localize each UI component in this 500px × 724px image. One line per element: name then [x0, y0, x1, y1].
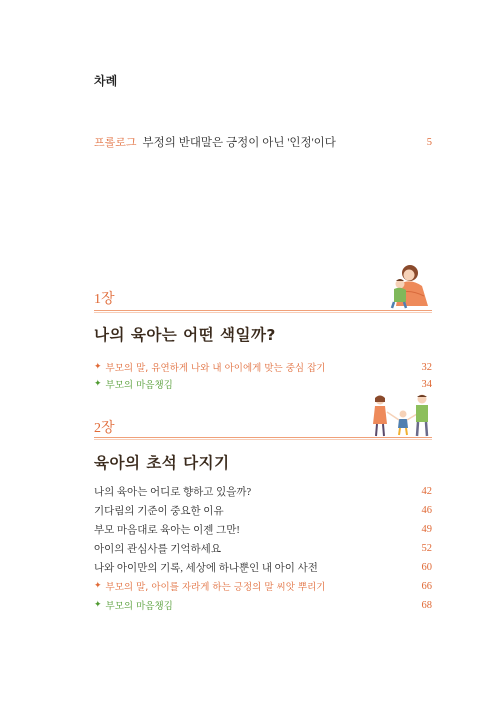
- star-bullet-icon: ✦: [94, 379, 102, 389]
- star-bullet-icon: ✦: [94, 581, 102, 591]
- prologue-entry[interactable]: [94, 133, 432, 151]
- list-item[interactable]: [94, 502, 432, 518]
- list-item[interactable]: [94, 559, 432, 575]
- entry-title: 부모의 말, 아이를 자라게 하는 긍정의 말 씨앗 뿌리기: [105, 582, 326, 593]
- entry-title: 나의 육아는 어디로 향하고 있을까?: [94, 486, 252, 498]
- entry-page: 52: [421, 542, 432, 554]
- entry-page: 42: [421, 485, 432, 497]
- star-bullet-icon: ✦: [94, 362, 102, 372]
- prologue-page: 5: [426, 136, 432, 148]
- prologue-label: 프롤로그: [94, 136, 137, 149]
- entry-page: 66: [421, 580, 432, 592]
- chapter-1-label: 1장: [94, 292, 115, 307]
- entry-title: 아이의 관심사를 기억하세요: [94, 543, 221, 555]
- list-item[interactable]: [94, 359, 432, 375]
- list-item[interactable]: [94, 376, 432, 392]
- chapter-2-title[interactable]: 육아의 초석 다지기: [94, 454, 230, 472]
- entry-page: 34: [421, 378, 432, 390]
- entry-page: 46: [421, 504, 432, 516]
- star-bullet-icon: ✦: [94, 600, 102, 610]
- toc-heading: 차례: [94, 74, 118, 88]
- prologue-title: 부정의 반대말은 긍정이 아닌 '인정'이다: [142, 137, 336, 149]
- entry-title: 부모의 마음챙김: [105, 380, 173, 391]
- entry-title: 부모의 말, 유연하게 나와 내 아이에게 맞는 중심 잡기: [105, 363, 326, 374]
- list-item[interactable]: [94, 540, 432, 556]
- list-item[interactable]: [94, 578, 432, 594]
- chapter-1-rule: [94, 310, 432, 313]
- chapter-2-label: 2장: [94, 421, 115, 436]
- entry-page: 49: [421, 523, 432, 535]
- family-walking-illustration-icon: [370, 392, 436, 438]
- entry-page: 60: [421, 561, 432, 573]
- list-item[interactable]: [94, 521, 432, 537]
- entry-page: 68: [421, 599, 432, 611]
- chapter-2-rule: [94, 437, 432, 440]
- entry-title: 기다림의 기준이 중요한 이유: [94, 505, 224, 517]
- entry-title: 부모 마음대로 육아는 이젠 그만!: [94, 524, 240, 536]
- list-item[interactable]: [94, 597, 432, 613]
- entry-title: 부모의 마음챙김: [105, 601, 173, 612]
- list-item[interactable]: [94, 483, 432, 499]
- entry-page: 32: [421, 361, 432, 373]
- chapter-1-title[interactable]: 나의 육아는 어떤 색일까?: [94, 326, 276, 344]
- mother-hugging-child-illustration-icon: [376, 262, 436, 310]
- entry-title: 나와 아이만의 기록, 세상에 하나뿐인 내 아이 사전: [94, 562, 318, 574]
